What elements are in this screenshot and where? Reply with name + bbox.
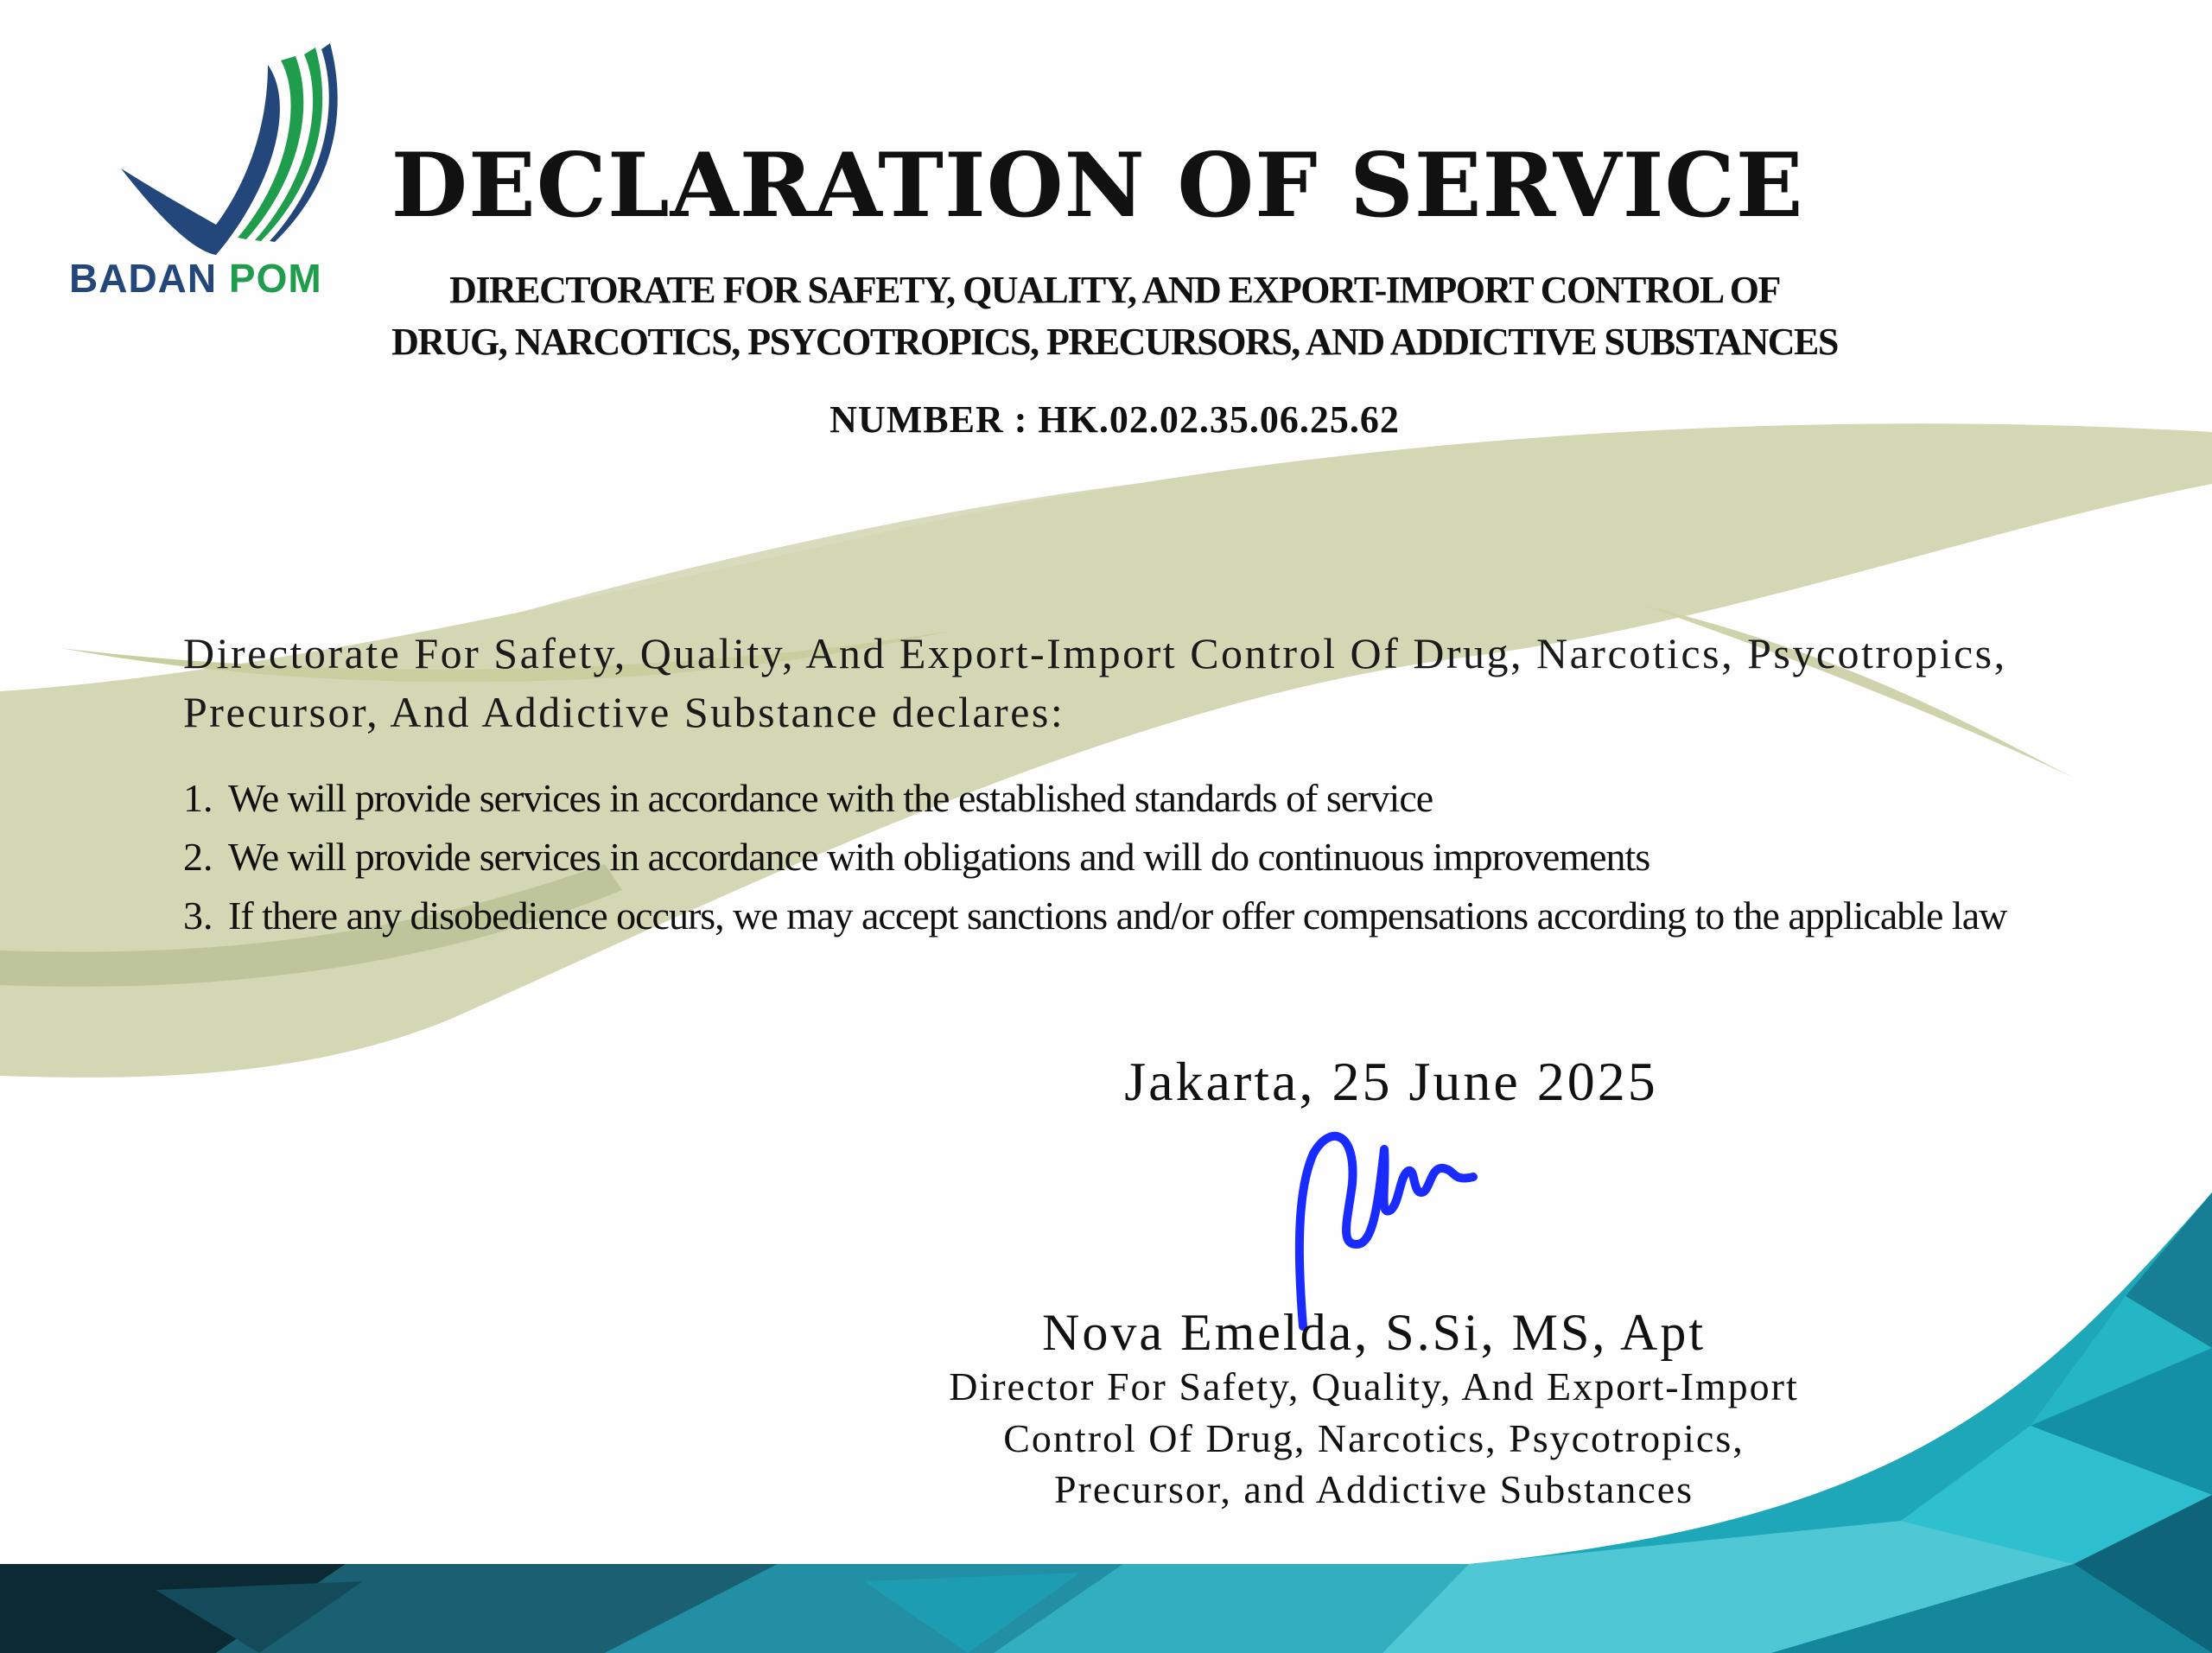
logo-word-badan: BADAN: [69, 256, 218, 301]
wave-band-main: [0, 423, 2212, 1078]
document-title: DECLARATION OF SERVICE: [391, 134, 1804, 238]
declaration-list: [183, 769, 2024, 945]
signer-title-line-1: Director For Safety, Quality, And Export-Import: [949, 1364, 1799, 1408]
signer-name: Nova Emelda, S.Si, MS, Apt: [1041, 1304, 1707, 1361]
declaration-item-3: [183, 887, 2024, 945]
declaration-intro: Directorate For Safety, Quality, And Export-Import Control Of Drug, Narcotics, Psycotropics, Precursor, And Addictive Substance declares:: [183, 629, 2007, 736]
declaration-item-number: 2.: [183, 835, 213, 879]
document-number-value: HK.02.02.35.06.25.62: [1038, 398, 1400, 441]
directorate-subtitle-line-2: DRUG, NARCOTICS, PSYCOTROPICS, PRECURSORS, AND ADDICTIVE SUBSTANCES: [391, 321, 1838, 363]
declaration-item-number: 1.: [183, 776, 213, 820]
declaration-item-2: [183, 828, 2024, 887]
document-number: [0, 397, 2212, 442]
directorate-subtitle-line-1: DIRECTORATE FOR SAFETY, QUALITY, AND EXPORT-IMPORT CONTROL OF: [449, 269, 1780, 311]
declaration-item-text: We will provide services in accordance with the established standards of service: [228, 776, 1433, 820]
declaration-item-text: We will provide services in accordance with obligations and will do continuous improvements: [228, 835, 1650, 879]
place-and-date: Jakarta, 25 June 2025: [1124, 1051, 1658, 1112]
document-number-label: NUMBER :: [830, 398, 1028, 441]
declaration-item-1: [183, 769, 2024, 828]
declaration-item-text: If there any disobedience occurs, we may accept sanctions and/or offer compensations according to the applicable law: [228, 893, 2007, 938]
declaration-item-number: 3.: [183, 893, 213, 938]
signer-title-line-2: Control Of Drug, Narcotics, Psycotropics,: [1003, 1416, 1745, 1460]
signer-title-line-3: Precursor, and Addictive Substances: [1053, 1467, 1694, 1511]
logo-word-pom: POM: [228, 256, 322, 301]
